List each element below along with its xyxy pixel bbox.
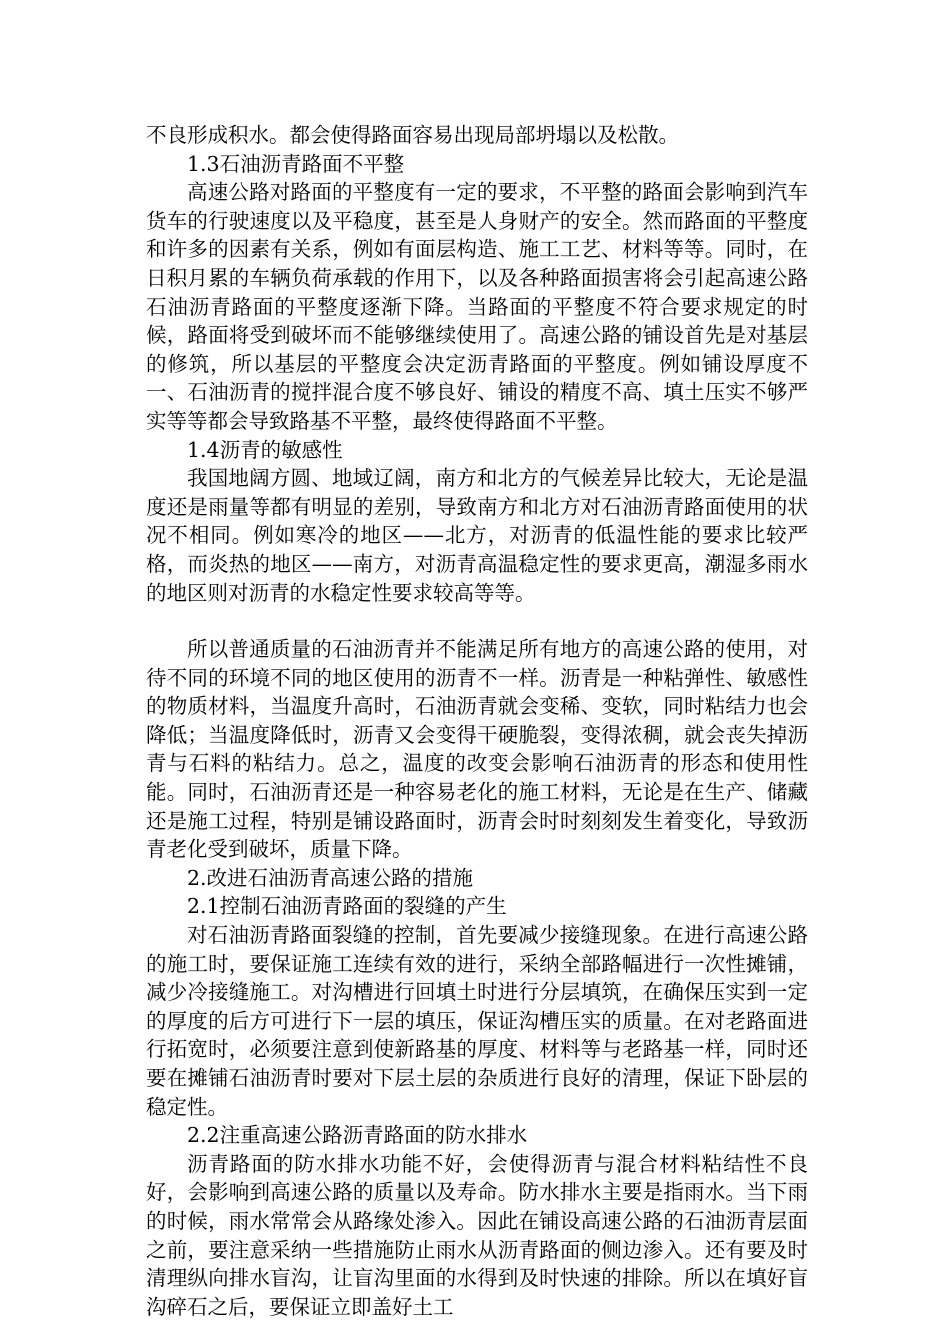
paragraph-drainage: 沥青路面的防水排水功能不好，会使得沥青与混合材料粘结性不良好，会影响到高速公路的质量以及寿命。防水排水主要是指雨水。当下雨的时候，雨水常常会从路缘处渗入。因此在铺设高速公路的石油沥青层面之前，要注意采纳一些措施防止雨水从沥青路面的侧边渗入。还有要及时清理纵向排水盲沟，让盲沟里面的水得到及时快速的排除。所以在填好盲沟碎石之后，要保证立即盖好土工 xyxy=(146,1151,808,1319)
section-heading-2-1: 2.1控制石油沥青路面的裂缝的产生 xyxy=(187,894,507,919)
paragraph-cracks: 对石油沥青路面裂缝的控制，首先要减少接缝现象。在进行高速公路的施工时，要保证施工连续有效的进行，采纳全部路幅进行一次性摊铺，减少冷接缝施工。对沟槽进行回填土时进行分层填筑，在确保压实到一定的厚度的后方可进行下一层的填压，保证沟槽压实的质量。在对老路面进行拓宽时，必须要注意到使新路基的厚度、材料等与老路基一样，同时还要在摊铺石油沥青时要对下层土层的杂质进行良好的清理，保证下卧层的稳定性。 xyxy=(146,923,808,1119)
section-heading-1-3: 1.3石油沥青路面不平整 xyxy=(187,151,405,176)
section-heading-1-4: 1.4沥青的敏感性 xyxy=(187,437,343,462)
paragraph-flatness: 高速公路对路面的平整度有一定的要求，不平整的路面会影响到汽车货车的行驶速度以及平稳度，甚至是人身财产的安全。然而路面的平整度和许多的因素有关系，例如有面层构造、施工工艺、材料等等。同时，在日积月累的车辆负荷承载的作用下，以及各种路面损害将会引起高速公路石油沥青路面的平整度逐渐下降。当路面的平整度不符合要求规定的时候，路面将受到破坏而不能够继续使用了。高速公路的铺设首先是对基层的修筑，所以基层的平整度会决定沥青路面的平整度。例如铺设厚度不一、石油沥青的搅拌混合度不够良好、铺设的精度不高、填土压实不够严实等等都会导致路基不平整，最终使得路面不平整。 xyxy=(146,180,808,433)
section-heading-2-2: 2.2注重高速公路沥青路面的防水排水 xyxy=(187,1123,528,1148)
paragraph-temperature: 所以普通质量的石油沥青并不能满足所有地方的高速公路的使用，对待不同的环境不同的地区使用的沥青不一样。沥青是一种粘弹性、敏感性的物质材料，当温度升高时，石油沥青就会变稀、变软，同时粘结力也会降低；当温度降低时，沥青又会变得干硬脆裂，变得浓稠，就会丧失掉沥青与石料的粘结力。总之，温度的改变会影响石油沥青的形态和使用性能。同时，石油沥青还是一种容易老化的施工材料，无论是在生产、储藏还是施工过程，特别是铺设路面时，沥青会时时刻刻发生着变化，导致沥青老化受到破坏，质量下降。 xyxy=(146,637,808,862)
document-page xyxy=(146,121,808,1321)
paragraph-continuation: 不良形成积水。都会使得路面容易出现局部坍塌以及松散。 xyxy=(146,123,679,147)
paragraph-climate: 我国地阔方圆、地域辽阔，南方和北方的气候差异比较大，无论是温度还是雨量等都有明显的差别，导致南方和北方对石油沥青路面使用的状况不相同。例如寒冷的地区——北方，对沥青的低温性能的要求比较严格，而炎热的地区——南方，对沥青高温稳定性的要求更高，潮湿多雨水的地区则对沥青的水稳定性要求较高等等。 xyxy=(146,466,808,605)
section-heading-2: 2.改进石油沥青高速公路的措施 xyxy=(187,865,474,890)
